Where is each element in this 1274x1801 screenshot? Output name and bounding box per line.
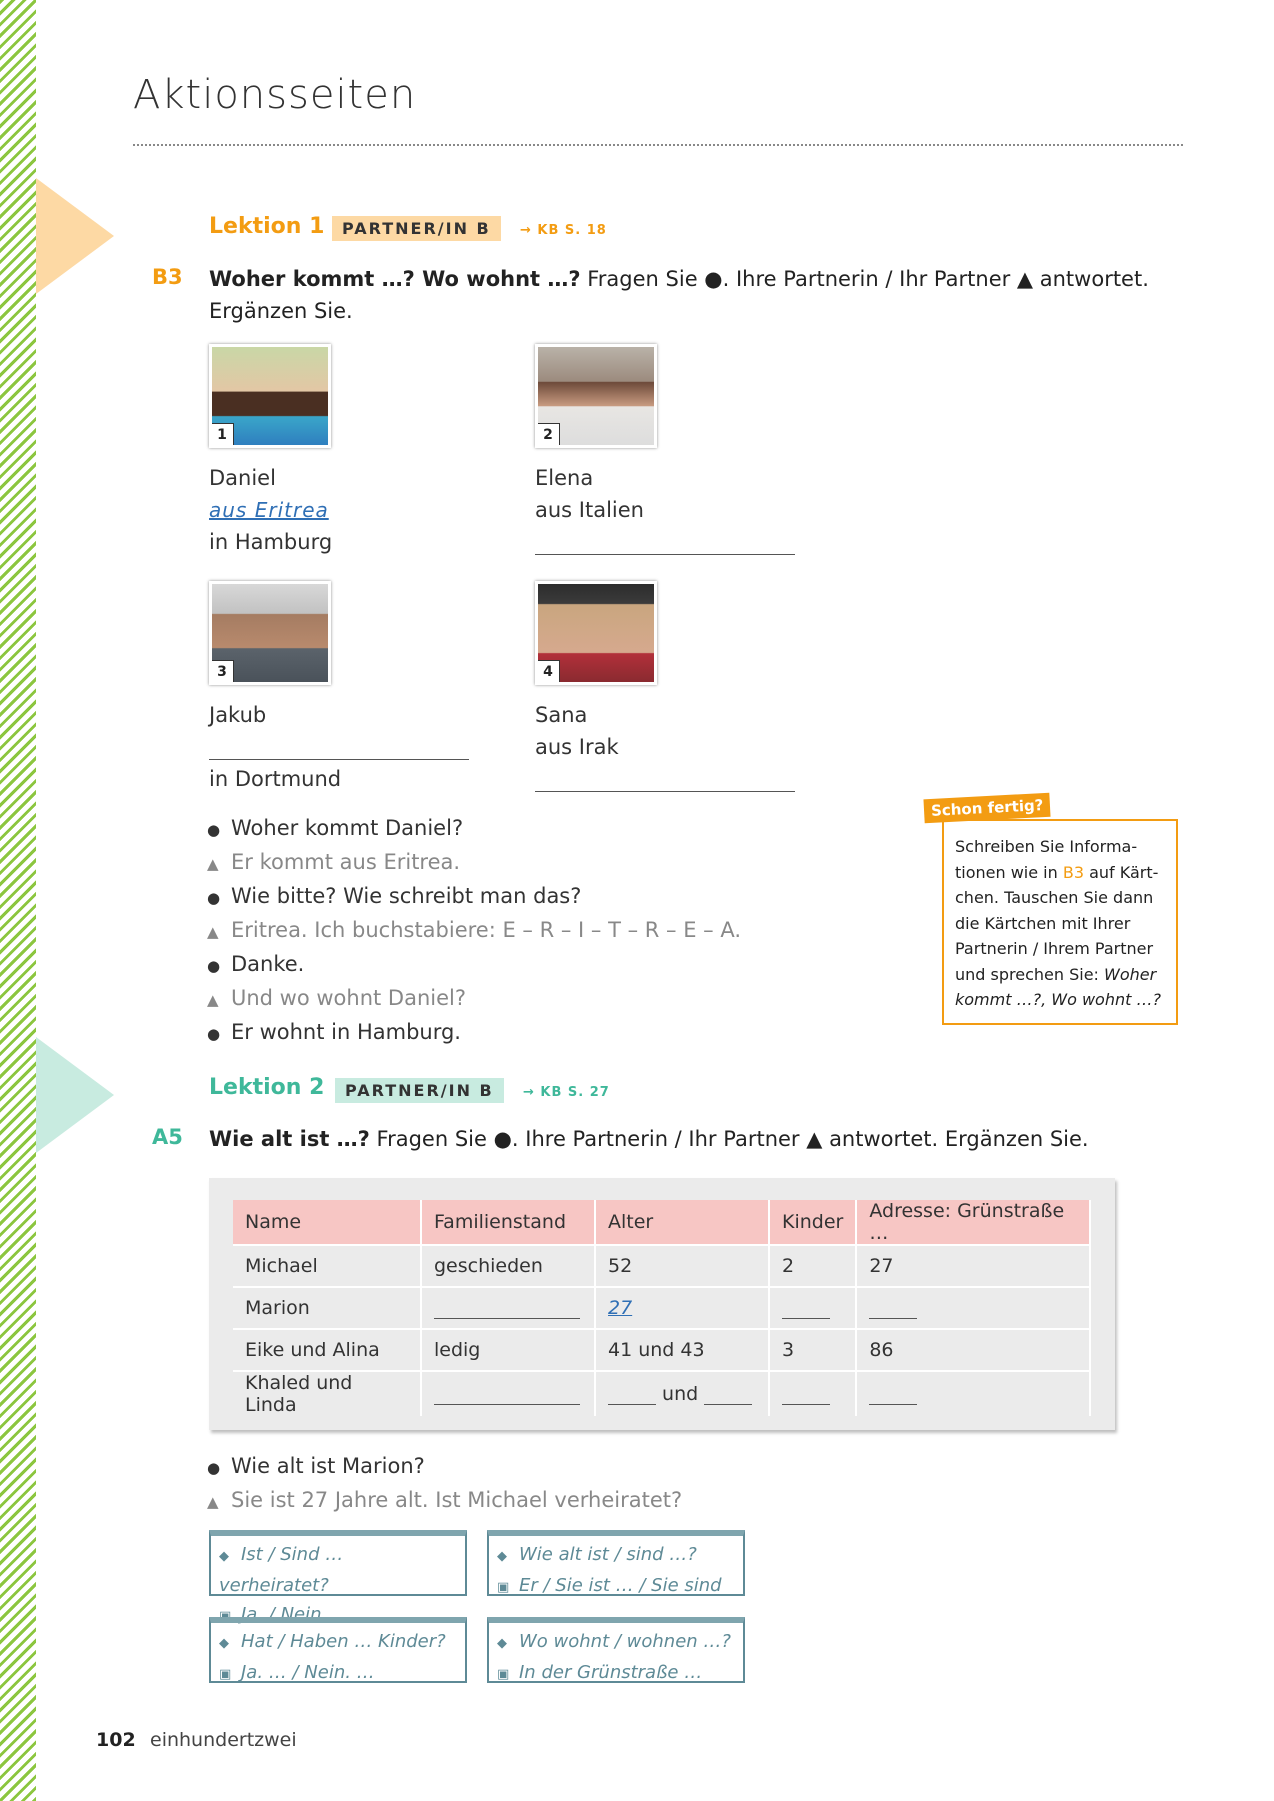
header-name: Name [233, 1200, 421, 1245]
lektion-1-label: Lektion 1 [209, 214, 325, 239]
phrase-card-1: ◆ Ist / Sind … verheiratet? ▣ Ja. / Nein. … [209, 1530, 467, 1596]
person-2-from: aus Italien [535, 498, 644, 522]
cell-age: 52 [595, 1245, 769, 1287]
instruction-rest: Fragen Sie ●. Ihre Partnerin / Ihr Partner ▲ antwortet. [580, 267, 1149, 291]
table-row [233, 1371, 1090, 1416]
instruction-rest: Fragen Sie ●. Ihre Partnerin / Ihr Partner ▲ antwortet. Ergänzen Sie. [369, 1127, 1089, 1151]
diamond-icon: ◆ [219, 1549, 229, 1564]
cell-kids: 2 [769, 1245, 856, 1287]
dialog-line: ▲ Er kommt aus Eritrea. [207, 846, 741, 880]
dialog-line: ▲ Und wo wohnt Daniel? [207, 982, 741, 1016]
person-4-from: aus Irak [535, 735, 619, 759]
cell-kids-blank[interactable] [769, 1287, 856, 1329]
photo-number-1: 1 [210, 423, 234, 447]
triangle-icon: ▲ [207, 1493, 219, 1511]
cell-status-blank[interactable] [421, 1287, 595, 1329]
diamond-icon: ◆ [497, 1549, 507, 1564]
table-row [233, 1329, 1090, 1371]
circle-icon: ● [207, 957, 221, 975]
circle-icon: ● [207, 1459, 221, 1477]
person-3-city: in Dortmund [209, 767, 342, 791]
triangle-icon: ▲ [207, 923, 219, 941]
square-icon: ▣ [497, 1667, 510, 1682]
exercise-b3-instruction [209, 263, 1159, 327]
left-stripe-decoration [0, 0, 36, 1801]
cell-name: Khaled und Linda [233, 1371, 421, 1416]
page-number-word: einhundertzwei [150, 1729, 297, 1751]
cell-age [595, 1287, 769, 1329]
person-1-city: in Hamburg [209, 530, 333, 554]
page-number: 102 [96, 1729, 136, 1751]
family-table [233, 1200, 1091, 1416]
circle-icon: ● [207, 821, 221, 839]
square-icon: ▣ [219, 1609, 232, 1624]
photo-jakub [209, 581, 331, 685]
person-3-name: Jakub [209, 703, 267, 727]
partner-badge-2: PARTNER/IN B [335, 1078, 504, 1103]
cell-address: 27 [856, 1245, 1090, 1287]
phrase-card-4: ◆ Wo wohnt / wohnen …? ▣ In der Grünstraße … [487, 1617, 745, 1683]
triangle-icon: ▲ [207, 855, 219, 873]
cell-status: ledig [421, 1329, 595, 1371]
diamond-icon: ◆ [497, 1636, 507, 1651]
lektion-2-label: Lektion 2 [209, 1075, 325, 1100]
circle-icon: ● [207, 1025, 221, 1043]
dialog-line: ● Woher kommt Daniel? [207, 812, 741, 846]
age-handwritten: 27 [608, 1297, 633, 1319]
photo-number-3: 3 [210, 660, 234, 684]
header-adresse: Adresse: Grünstraße … [856, 1200, 1090, 1245]
b3-reference: B3 [1062, 862, 1085, 882]
exercise-a5-instruction [209, 1123, 1159, 1155]
dialog-line: ● Danke. [207, 948, 741, 982]
orange-triangle-marker [36, 178, 114, 294]
instruction-line2: Ergänzen Sie. [209, 299, 353, 323]
cell-kids: 3 [769, 1329, 856, 1371]
header-alter: Alter [595, 1200, 769, 1245]
exercise-number-a5: A5 [152, 1125, 183, 1149]
dialog-line: ▲ Eritrea. Ich buchstabiere: E – R – I – T – R – E – A. [207, 914, 741, 948]
dialog-b3 [207, 812, 741, 1050]
cell-status-blank[interactable] [421, 1371, 595, 1416]
instruction-bold: Woher kommt …? Wo wohnt …? [209, 267, 581, 291]
instruction-bold: Wie alt ist …? [209, 1127, 370, 1151]
cell-status: geschieden [421, 1245, 595, 1287]
kb-reference-2[interactable]: → KB S. 27 [523, 1085, 610, 1100]
square-icon: ▣ [497, 1580, 510, 1595]
header-familienstand: Familienstand [421, 1200, 595, 1245]
cell-address-blank[interactable] [856, 1371, 1090, 1416]
dialog-line: ● Wie bitte? Wie schreibt man das? [207, 880, 741, 914]
teal-triangle-marker [36, 1037, 114, 1153]
dialog-a5 [207, 1450, 682, 1518]
photo-elena [535, 344, 657, 448]
cell-kids-blank[interactable] [769, 1371, 856, 1416]
cell-name: Michael [233, 1245, 421, 1287]
person-3-from-blank[interactable] [209, 759, 469, 760]
photo-number-4: 4 [536, 660, 560, 684]
photo-number-2: 2 [536, 423, 560, 447]
square-icon: ▣ [219, 1667, 232, 1682]
person-2-name: Elena [535, 466, 594, 490]
cell-age: 41 und 43 [595, 1329, 769, 1371]
exercise-number-b3: B3 [152, 265, 183, 289]
partner-badge-1: PARTNER/IN B [332, 216, 501, 241]
person-4-city-blank[interactable] [535, 791, 795, 792]
dialog-line: ● Er wohnt in Hamburg. [207, 1016, 741, 1050]
diamond-icon: ◆ [219, 1636, 229, 1651]
age-und: und [662, 1383, 699, 1405]
cell-name: Eike und Alina [233, 1329, 421, 1371]
phrase-card-3: ◆ Hat / Haben … Kinder? ▣ Ja. … / Nein. … [209, 1617, 467, 1683]
table-header-row [233, 1200, 1090, 1245]
kb-reference-1[interactable]: → KB S. 18 [520, 223, 607, 238]
title-divider [133, 144, 1183, 146]
person-2-city-blank[interactable] [535, 554, 795, 555]
person-4-name: Sana [535, 703, 588, 727]
cell-age-blanks[interactable] [595, 1371, 769, 1416]
cell-address-blank[interactable] [856, 1287, 1090, 1329]
cell-name: Marion [233, 1287, 421, 1329]
dialog-line: ▲ Sie ist 27 Jahre alt. Ist Michael verheiratet? [207, 1484, 682, 1518]
schon-fertig-tag: Schon fertig? [923, 793, 1051, 824]
header-kinder: Kinder [769, 1200, 856, 1245]
dialog-line: ● Wie alt ist Marion? [207, 1450, 682, 1484]
person-1-name: Daniel [209, 466, 276, 490]
triangle-icon: ▲ [207, 991, 219, 1009]
table-row [233, 1245, 1090, 1287]
phrase-card-2: ◆ Wie alt ist / sind …? ▣ Er / Sie ist … / Sie sind … [487, 1530, 745, 1596]
page-title: Aktionsseiten [133, 72, 417, 118]
schon-fertig-text: Schreiben Sie Informa-tionen wie in B3 auf Kärt-chen. Tauschen Sie dann die Kärtchen mit Ihrer Partnerin / Ihrem Partner und sprechen Sie: Woher kommt …?, Wo wohnt …? [955, 837, 1161, 1009]
cell-address: 86 [856, 1329, 1090, 1371]
table-row [233, 1287, 1090, 1329]
person-1-from-handwritten: aus Eritrea [209, 498, 329, 522]
photo-daniel [209, 344, 331, 448]
photo-sana [535, 581, 657, 685]
circle-icon: ● [207, 889, 221, 907]
